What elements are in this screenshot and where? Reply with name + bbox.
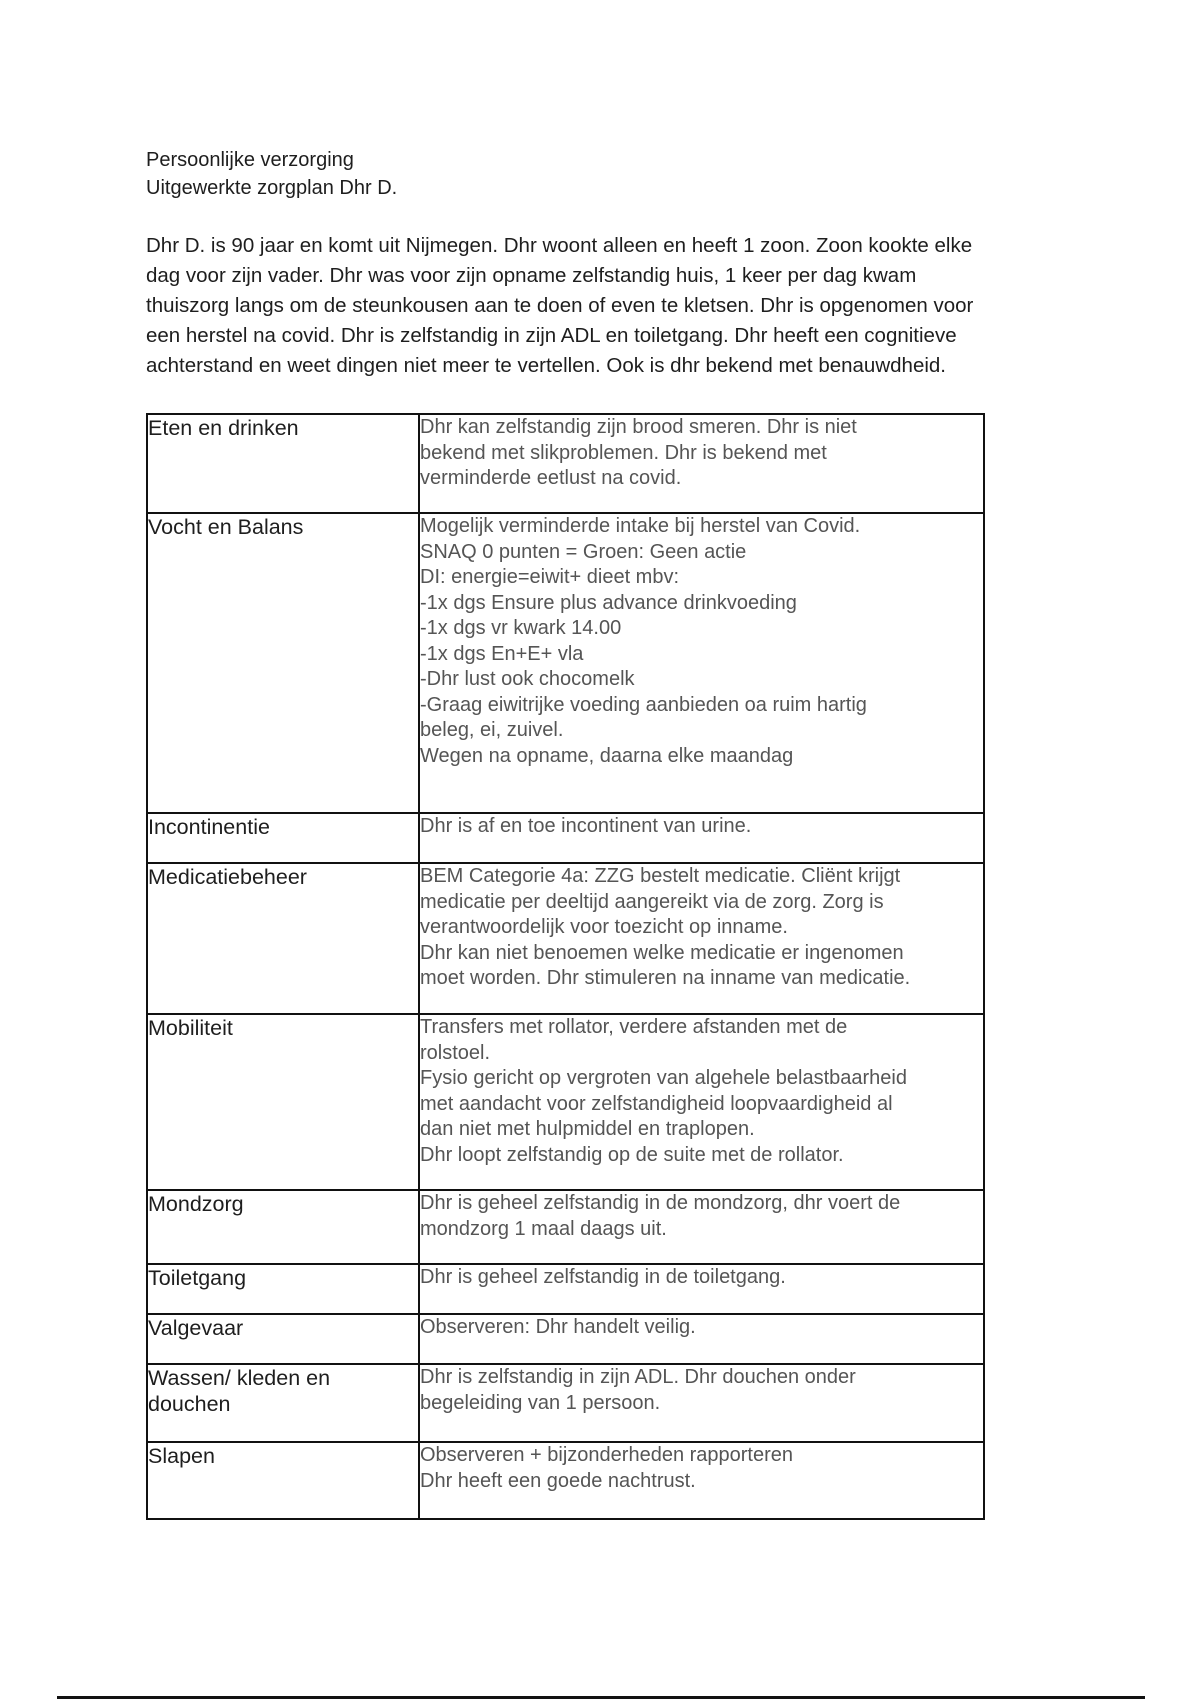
table-row — [147, 1014, 984, 1190]
care-plan-table-body — [147, 414, 984, 1519]
care-domain-label-line: Wassen/ kleden en — [148, 1366, 331, 1390]
care-domain-label — [147, 1364, 419, 1442]
care-description-line: mondzorg 1 maal daags uit. — [420, 1217, 667, 1240]
care-domain-description — [419, 863, 984, 1014]
care-description-line: Dhr is zelfstandig in zijn ADL. Dhr douchen onder — [420, 1366, 856, 1388]
care-domain-label-line: douchen — [148, 1392, 231, 1416]
care-description-line: -1x dgs vr kwark 14.00 — [420, 617, 622, 639]
care-domain-description — [419, 513, 984, 813]
document-title: Uitgewerkte zorgplan Dhr D. — [146, 177, 398, 199]
care-domain-label-line: Incontinentie — [148, 815, 270, 839]
care-domain-description — [419, 1264, 984, 1314]
care-description-line: DI: energie=eiwit+ dieet mbv: — [420, 566, 680, 588]
care-domain-label — [147, 1314, 419, 1364]
care-description-line: Observeren + bijzonderheden rapporteren — [420, 1444, 794, 1466]
care-description-line: Wegen na opname, daarna elke maandag — [420, 744, 794, 767]
care-description-line: -1x dgs En+E+ vla — [420, 642, 584, 665]
care-description-line: Dhr kan niet benoemen welke medicatie er ingenomen — [420, 941, 904, 964]
document-subject: Persoonlijke verzorging — [146, 149, 354, 171]
care-description-line: -Graag eiwitrijke voeding aanbieden oa ruim hartig — [420, 693, 867, 716]
table-row — [147, 1264, 984, 1314]
care-domain-label — [147, 863, 419, 1014]
page-bottom-divider — [57, 1696, 1145, 1699]
intro-line: Dhr D. is 90 jaar en komt uit Nijmegen. Dhr woont alleen en heeft 1 zoon. Zoon kookte elke — [146, 234, 973, 257]
care-domain-label-line: Mobiliteit — [148, 1016, 233, 1040]
care-domain-label — [147, 1264, 419, 1314]
care-domain-description — [419, 1014, 984, 1190]
care-domain-label — [147, 513, 419, 813]
table-row — [147, 1364, 984, 1442]
care-description-line: BEM Categorie 4a: ZZG bestelt medicatie. Cliënt krijgt — [420, 865, 901, 887]
care-description-line: -Dhr lust ook chocomelk — [420, 668, 635, 690]
care-description-line: verminderde eetlust na covid. — [420, 467, 682, 489]
care-description-line: SNAQ 0 punten = Groen: Geen actie — [420, 540, 747, 563]
table-row — [147, 513, 984, 813]
care-domain-label — [147, 414, 419, 513]
care-domain-description — [419, 813, 984, 863]
table-row — [147, 1190, 984, 1264]
care-domain-description — [419, 1314, 984, 1364]
care-domain-label-line: Slapen — [148, 1444, 215, 1468]
care-description-line: Dhr is geheel zelfstandig in de mondzorg, dhr voert de — [420, 1192, 901, 1214]
care-description-line: Mogelijk verminderde intake bij herstel van Covid. — [420, 515, 861, 537]
care-domain-label-line: Mondzorg — [148, 1192, 244, 1216]
care-description-line: Dhr is geheel zelfstandig in de toiletgang. — [420, 1266, 786, 1288]
care-description-line: -1x dgs Ensure plus advance drinkvoeding — [420, 591, 797, 614]
table-row — [147, 863, 984, 1014]
care-domain-label-line: Toiletgang — [148, 1266, 247, 1290]
intro-line: een herstel na covid. Dhr is zelfstandig in zijn ADL en toiletgang. Dhr heeft een cognitieve — [146, 324, 957, 347]
care-description-line: Dhr is af en toe incontinent van urine. — [420, 815, 752, 837]
care-description-line: begeleiding van 1 persoon. — [420, 1391, 661, 1414]
intro-line: dag voor zijn vader. Dhr was voor zijn opname zelfstandig huis, 1 keer per dag kwam — [146, 264, 917, 287]
care-description-line: verantwoordelijk voor toezicht op inname. — [420, 916, 788, 938]
table-row — [147, 1314, 984, 1364]
care-domain-label — [147, 813, 419, 863]
care-domain-label-line: Valgevaar — [148, 1316, 244, 1340]
document-heading — [146, 146, 397, 202]
care-domain-description — [419, 1190, 984, 1264]
care-domain-label — [147, 1190, 419, 1264]
care-description-line: moet worden. Dhr stimuleren na inname van medicatie. — [420, 967, 911, 989]
care-domain-label — [147, 1442, 419, 1519]
care-description-line: Fysio gericht op vergroten van algehele belastbaarheid — [420, 1067, 907, 1089]
table-row — [147, 1442, 984, 1519]
intro-line: achterstand en weet dingen niet meer te vertellen. Ook is dhr bekend met benauwdheid. — [146, 354, 946, 377]
care-domain-description — [419, 1364, 984, 1442]
care-description-line: Dhr kan zelfstandig zijn brood smeren. Dhr is niet — [420, 416, 857, 438]
care-domain-description — [419, 414, 984, 513]
care-domain-label-line: Eten en drinken — [148, 416, 299, 440]
care-description-line: medicatie per deeltijd aangereikt via de zorg. Zorg is — [420, 890, 884, 913]
care-domain-description — [419, 1442, 984, 1519]
care-plan-table — [146, 413, 985, 1520]
care-domain-label-line: Vocht en Balans — [148, 515, 304, 539]
table-row — [147, 813, 984, 863]
intro-paragraph — [146, 231, 1046, 381]
care-description-line: bekend met slikproblemen. Dhr is bekend met — [420, 441, 827, 464]
care-description-line: rolstoel. — [420, 1041, 491, 1064]
care-description-line: beleg, ei, zuivel. — [420, 719, 564, 741]
care-description-line: met aandacht voor zelfstandigheid loopvaardigheid al — [420, 1092, 893, 1115]
table-row — [147, 414, 984, 513]
care-domain-label — [147, 1014, 419, 1190]
care-domain-label-line: Medicatiebeheer — [148, 865, 307, 889]
care-description-line: Observeren: Dhr handelt veilig. — [420, 1316, 696, 1338]
care-description-line: Dhr heeft een goede nachtrust. — [420, 1469, 696, 1492]
intro-line: thuiszorg langs om de steunkousen aan te doen of even te kletsen. Dhr is opgenomen voor — [146, 294, 974, 317]
care-description-line: Transfers met rollator, verdere afstanden met de — [420, 1016, 848, 1038]
care-description-line: Dhr loopt zelfstandig op de suite met de rollator. — [420, 1143, 844, 1166]
care-description-line: dan niet met hulpmiddel en traplopen. — [420, 1118, 755, 1140]
